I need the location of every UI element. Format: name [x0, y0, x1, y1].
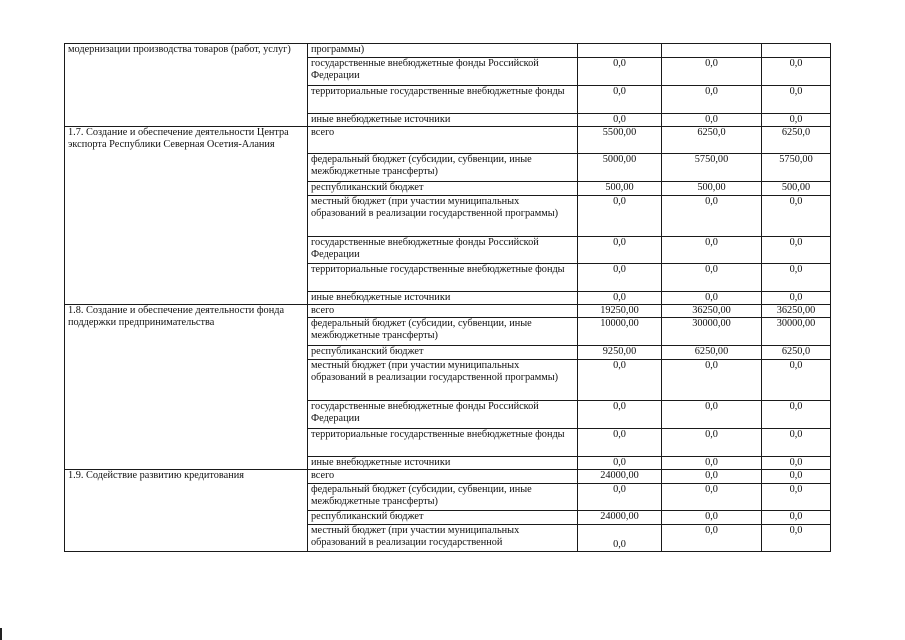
value-cell	[662, 44, 762, 58]
value-cell: 500,00	[578, 182, 662, 196]
value-cell: 0,0	[762, 292, 831, 305]
funding-source-cell: местный бюджет (при участии муниципальных образований в реализации государственной	[308, 525, 578, 552]
value-cell: 0,0	[578, 196, 662, 237]
value-cell: 5750,00	[662, 154, 762, 182]
value-cell: 0,0	[578, 360, 662, 401]
value-cell: 0,0	[662, 86, 762, 114]
document-page	[64, 43, 831, 552]
value-cell: 0,0	[578, 86, 662, 114]
value-cell: 24000,00	[578, 511, 662, 525]
table-row	[65, 127, 831, 154]
funding-source-cell: иные внебюджетные источники	[308, 292, 578, 305]
funding-source-cell: республиканский бюджет	[308, 511, 578, 525]
value-cell: 0,0	[762, 470, 831, 484]
value-cell: 10000,00	[578, 318, 662, 346]
value-cell: 0,0	[762, 264, 831, 292]
value-cell: 0,0	[662, 114, 762, 127]
table-row	[65, 470, 831, 484]
value-cell: 6250,0	[662, 127, 762, 154]
value-cell: 36250,00	[662, 305, 762, 318]
scan-edge-mark	[0, 628, 2, 640]
value-cell: 6250,0	[762, 346, 831, 360]
value-cell: 0,0	[662, 401, 762, 429]
value-cell: 6250,00	[662, 346, 762, 360]
measure-name-cell: модернизации производства товаров (работ, услуг)	[65, 44, 308, 127]
value-cell	[578, 44, 662, 58]
funding-source-cell: местный бюджет (при участии муниципальных образований в реализации государственной программы)	[308, 196, 578, 237]
value-cell: 500,00	[662, 182, 762, 196]
value-cell: 0,0	[662, 470, 762, 484]
measure-name-cell: 1.9. Содействие развитию кредитования	[65, 470, 308, 552]
value-cell: 0,0	[762, 511, 831, 525]
value-cell: 5500,00	[578, 127, 662, 154]
table-row	[65, 305, 831, 318]
value-cell: 0,0	[578, 292, 662, 305]
value-cell: 5000,00	[578, 154, 662, 182]
value-cell: 36250,00	[762, 305, 831, 318]
funding-source-cell: иные внебюджетные источники	[308, 114, 578, 127]
value-cell: 0,0	[662, 429, 762, 457]
value-cell: 0,0	[578, 401, 662, 429]
value-cell: 0,0	[578, 114, 662, 127]
value-cell: 0,0	[578, 484, 662, 511]
value-cell: 24000,00	[578, 470, 662, 484]
funding-source-cell: иные внебюджетные источники	[308, 457, 578, 470]
value-cell: 0,0	[662, 525, 762, 552]
value-cell: 0,0	[578, 457, 662, 470]
funding-source-cell: государственные внебюджетные фонды Российской Федерации	[308, 58, 578, 86]
value-cell: 0,0	[578, 264, 662, 292]
value-cell: 0,0	[662, 196, 762, 237]
value-cell: 0,0	[762, 196, 831, 237]
value-cell: 6250,0	[762, 127, 831, 154]
value-cell: 0,0	[762, 401, 831, 429]
value-cell: 0,0	[762, 114, 831, 127]
value-cell: 0,0	[578, 58, 662, 86]
funding-source-cell: всего	[308, 470, 578, 484]
funding-source-cell: федеральный бюджет (субсидии, субвенции, иные межбюджетные трансферты)	[308, 154, 578, 182]
value-cell: 0,0	[662, 511, 762, 525]
funding-source-cell: государственные внебюджетные фонды Российской Федерации	[308, 401, 578, 429]
value-cell: 0,0	[662, 292, 762, 305]
funding-source-cell: федеральный бюджет (субсидии, субвенции, иные межбюджетные трансферты)	[308, 484, 578, 511]
measure-name-cell: 1.7. Создание и обеспечение деятельности Центра экспорта Республики Северная Осетия-Алания	[65, 127, 308, 305]
table-row	[65, 44, 831, 58]
value-cell: 0,0	[578, 429, 662, 457]
funding-source-cell: республиканский бюджет	[308, 346, 578, 360]
value-cell: 9250,00	[578, 346, 662, 360]
value-cell: 0,0	[762, 86, 831, 114]
value-cell: 0,0	[762, 237, 831, 264]
value-cell: 500,00	[762, 182, 831, 196]
value-cell: 0,0	[762, 58, 831, 86]
value-cell: 0,0	[662, 58, 762, 86]
funding-source-cell: всего	[308, 305, 578, 318]
value-cell	[762, 44, 831, 58]
value-cell: 0,0	[762, 360, 831, 401]
value-cell: 0,0	[762, 429, 831, 457]
value-cell: 30000,00	[762, 318, 831, 346]
budget-table	[64, 43, 831, 552]
value-cell: 5750,00	[762, 154, 831, 182]
funding-source-cell: местный бюджет (при участии муниципальных образований в реализации государственной программы)	[308, 360, 578, 401]
funding-source-cell: территориальные государственные внебюджетные фонды	[308, 429, 578, 457]
value-cell: 0,0	[662, 484, 762, 511]
funding-source-cell: государственные внебюджетные фонды Российской Федерации	[308, 237, 578, 264]
value-cell: 0,0	[762, 525, 831, 552]
funding-source-cell: республиканский бюджет	[308, 182, 578, 196]
value-cell: 0,0	[762, 457, 831, 470]
value-cell: 0,0	[662, 237, 762, 264]
value-cell: 0,0	[578, 525, 662, 552]
value-cell: 30000,00	[662, 318, 762, 346]
measure-name-cell: 1.8. Создание и обеспечение деятельности фонда поддержки предпринимательства	[65, 305, 308, 470]
funding-source-cell: территориальные государственные внебюджетные фонды	[308, 86, 578, 114]
value-cell: 0,0	[662, 360, 762, 401]
funding-source-cell: всего	[308, 127, 578, 154]
value-cell: 0,0	[662, 457, 762, 470]
value-cell: 19250,00	[578, 305, 662, 318]
funding-source-cell: территориальные государственные внебюджетные фонды	[308, 264, 578, 292]
value-cell: 0,0	[578, 237, 662, 264]
funding-source-cell: федеральный бюджет (субсидии, субвенции, иные межбюджетные трансферты)	[308, 318, 578, 346]
funding-source-cell: программы)	[308, 44, 578, 58]
value-cell: 0,0	[762, 484, 831, 511]
value-cell: 0,0	[662, 264, 762, 292]
